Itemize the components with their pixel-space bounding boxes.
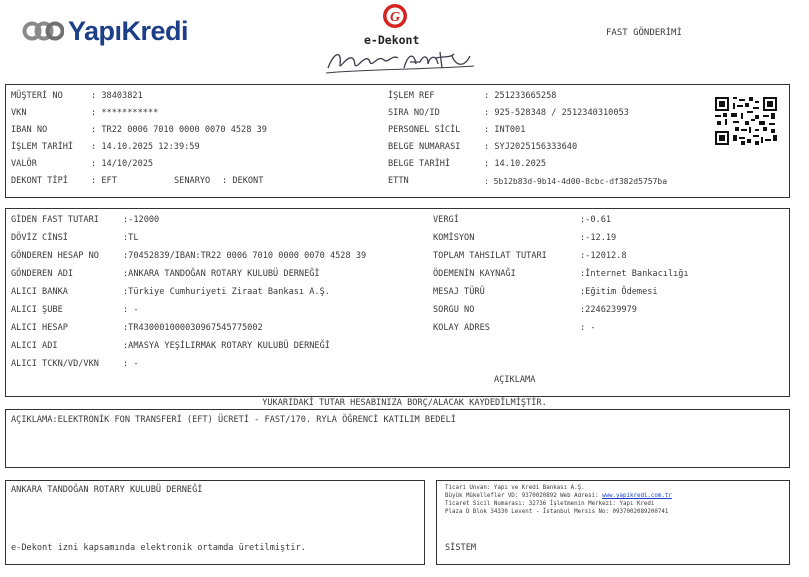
- detail-value: :ANKARA TANDOĞAN ROTARY KULUBÜ DERNEĞİ: [123, 269, 320, 279]
- bank-info-line: [445, 492, 672, 500]
- description-box: [5, 409, 790, 468]
- info-value: : SYJ2025156333640: [484, 142, 578, 152]
- detail-label: VERGİ: [433, 215, 459, 225]
- detail-value: :Eğitim Ödemesi: [580, 287, 658, 297]
- detail-label: ALICI TCKN/VD/VKN: [11, 359, 99, 369]
- info-label: DEKONT TİPİ: [11, 176, 68, 186]
- detail-value: :TR430001000030967545775002: [123, 323, 263, 333]
- footer-left-box: [5, 480, 425, 565]
- detail-value: :TL: [123, 233, 139, 243]
- bank-logo: [22, 14, 189, 50]
- svg-text:G: G: [389, 10, 401, 25]
- footer-right-box: [436, 480, 790, 565]
- detail-value: : -: [580, 323, 596, 333]
- detail-label: ALICI ŞUBE: [11, 305, 63, 315]
- transfer-type-label: FAST GÖNDERİMİ: [606, 28, 682, 38]
- detail-value: :-12012.8: [580, 251, 627, 261]
- info-label: İŞLEM REF: [388, 91, 435, 101]
- account-holder-name: ANKARA TANDOĞAN ROTARY KULUBÜ DERNEĞİ: [11, 485, 203, 495]
- detail-value: :AMASYA YEŞİLIRMAK ROTARY KULUBÜ DERNEĞİ: [123, 341, 330, 351]
- bank-info-line: Ticaret Sicil Numarası: 32736 İşletmenin Merkezi: Yapı Kredi: [445, 501, 655, 507]
- notice-text: YUKARIDAKİ TUTAR HESABINIZA BORÇ/ALACAK KAYDEDİLMİŞTİR.: [262, 398, 547, 408]
- detail-label: GÖNDEREN HESAP NO: [11, 251, 99, 261]
- detail-value: : -: [123, 305, 139, 315]
- description-text: AÇIKLAMA:ELEKTRONİK FON TRANSFERİ (EFT) ÜCRETİ - FAST/170. RYLA ÖĞRENCİ KATILIM BEDELİ: [11, 415, 456, 425]
- detail-value: : -: [123, 359, 139, 369]
- info-value: : ***********: [91, 108, 159, 118]
- bank-info-line: Plaza D Blok 34330 Levent - İstanbul Mersis No: 0937002089200741: [445, 509, 669, 515]
- edekont-note: e-Dekont izni kapsamında elektronik ortamda üretilmiştir.: [11, 543, 306, 553]
- signature-icon: [324, 46, 476, 76]
- scenario-value: : DEKONT: [222, 176, 264, 186]
- detail-value: :-12000: [123, 215, 160, 225]
- detail-label: KOMİSYON: [433, 233, 475, 243]
- info-value: : 5b12b83d-9b14-4d00-8cbc-df382d5757ba: [484, 177, 668, 186]
- detail-value: :70452839/IBAN:TR22 0006 7010 0000 0070 4528 39: [123, 251, 367, 261]
- info-label: İŞLEM TARİHİ: [11, 142, 74, 152]
- scenario-label: SENARYO: [174, 176, 211, 186]
- detail-label: ALICI BANKA: [11, 287, 68, 297]
- bank-info-line: Ticari Unvan: Yapı ve Kredi Bankası A.Ş.: [445, 485, 585, 491]
- info-value: : 925-528348 / 2512340310053: [484, 108, 629, 118]
- info-label: VALÖR: [11, 159, 37, 169]
- info-label: SIRA NO/ID: [388, 108, 440, 118]
- info-value: : INT001: [484, 125, 526, 135]
- yapikredi-emblem-icon: [22, 20, 64, 42]
- detail-value: :-12.19: [580, 233, 617, 243]
- info-label: VKN: [11, 108, 27, 118]
- detail-label: GİDEN FAST TUTARI: [11, 215, 99, 225]
- info-value: : 251233665258: [484, 91, 557, 101]
- detail-label: ALICI HESAP: [11, 323, 68, 333]
- bank-seal-icon: [382, 3, 408, 29]
- detail-label: GÖNDEREN ADI: [11, 269, 74, 279]
- detail-label: MESAJ TÜRÜ: [433, 287, 485, 297]
- transaction-info-box: [5, 84, 790, 198]
- brand-name: YapıKredi: [68, 16, 189, 46]
- detail-label: DÖVİZ CİNSİ: [11, 233, 68, 243]
- info-value: : 14.10.2025: [484, 159, 547, 169]
- info-value: : 14.10.2025 12:39:59: [91, 142, 200, 152]
- detail-label: KOLAY ADRES: [433, 323, 490, 333]
- bank-website-link[interactable]: www.yapikredi.com.tr: [602, 493, 672, 499]
- info-label: IBAN NO: [11, 125, 48, 135]
- info-value: : TR22 0006 7010 0000 0070 4528 39: [91, 125, 267, 135]
- detail-value: :2246239979: [580, 305, 637, 315]
- detail-value: :Türkiye Cumhuriyeti Ziraat Bankası A.Ş.: [123, 287, 330, 297]
- system-label: SİSTEM: [445, 543, 477, 553]
- info-value: : EFT: [91, 176, 117, 186]
- bank-info-text: Büyük Mükellefler VD: 9370020892 Web Adresi:: [445, 493, 603, 499]
- detail-label: ALICI ADI: [11, 341, 58, 351]
- info-label: BELGE NUMARASI: [388, 142, 461, 152]
- doc-type-title: e-Dekont: [364, 33, 420, 47]
- qr-code-icon: [715, 97, 777, 145]
- info-label: ETTN: [388, 176, 409, 186]
- transfer-details-box: [5, 208, 790, 397]
- detail-label: TOPLAM TAHSILAT TUTARI: [433, 251, 547, 261]
- detail-value: :-0.61: [580, 215, 612, 225]
- info-label: MÜŞTERİ NO: [11, 91, 63, 101]
- detail-value: :İnternet Bankacılığı: [580, 269, 689, 279]
- info-label: PERSONEL SİCİL: [388, 125, 461, 135]
- info-value: : 14/10/2025: [91, 159, 154, 169]
- detail-label: SORGU NO: [433, 305, 475, 315]
- info-value: : 38403821: [91, 91, 143, 101]
- detail-label: ÖDEMENİN KAYNAĞI: [433, 269, 516, 279]
- info-label: BELGE TARİHİ: [388, 159, 451, 169]
- aciklama-heading: AÇIKLAMA: [494, 375, 536, 385]
